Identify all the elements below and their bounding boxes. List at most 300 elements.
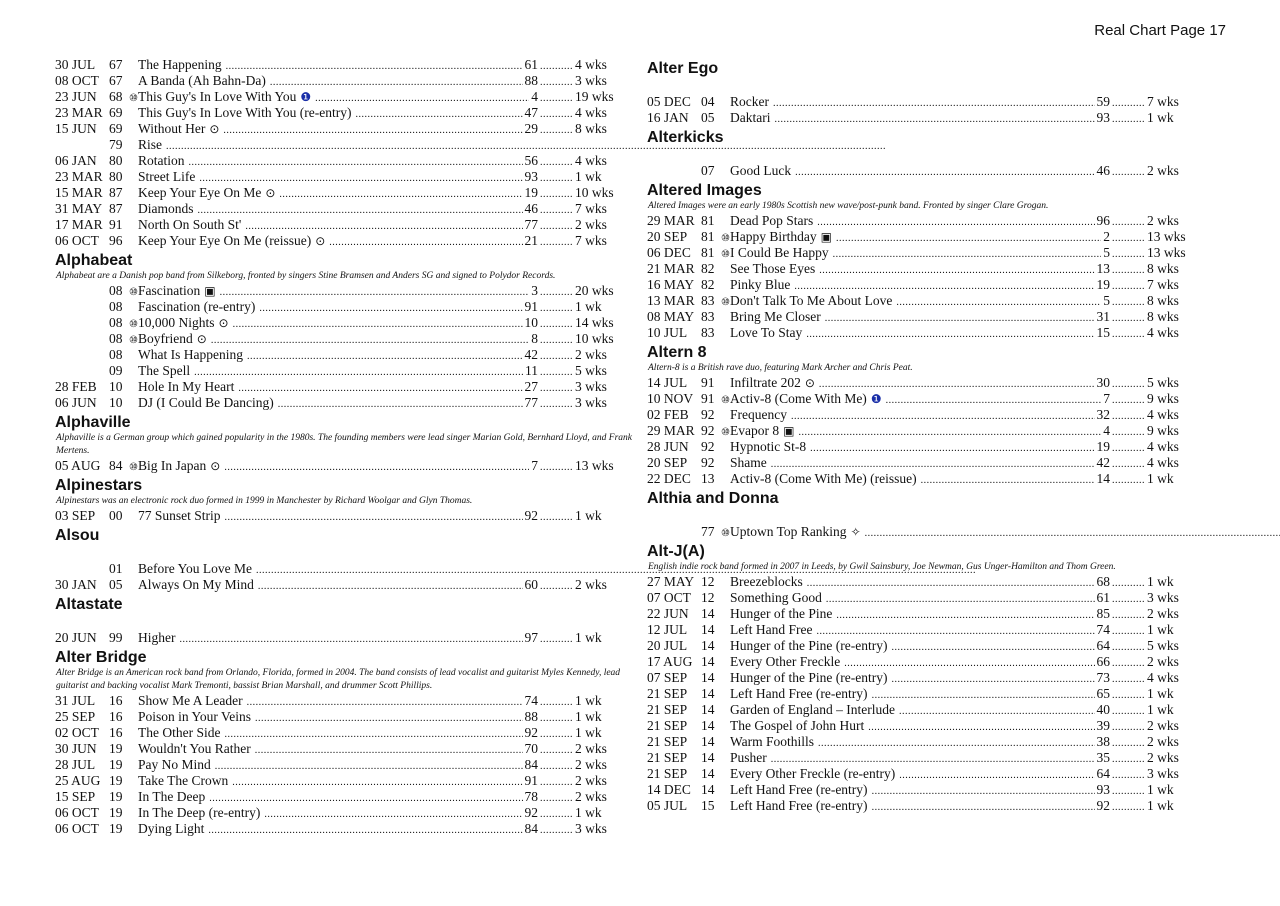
dot-leader (872, 688, 1095, 704)
dot-leader (540, 381, 573, 397)
entry-date: 31 JUL (55, 693, 96, 708)
peak-position: 68 (1096, 574, 1110, 589)
entry-date: 25 AUG (55, 773, 101, 788)
top10-mark: ⑩ (721, 233, 730, 244)
dot-leader (1112, 688, 1145, 704)
dot-leader (1112, 576, 1145, 592)
dot-leader (211, 333, 529, 349)
chart-entry-row (647, 606, 1207, 622)
entry-date: 02 FEB (647, 407, 689, 422)
dot-leader (1112, 672, 1145, 688)
peak-position: 60 (524, 577, 538, 592)
award-icon: ▣ (204, 284, 216, 298)
dot-leader (540, 775, 573, 791)
entry-year: 80 (109, 169, 123, 184)
dot-leader (540, 333, 573, 349)
award-icon: ⊙ (196, 332, 207, 346)
entry-date: 05 DEC (647, 94, 691, 109)
peak-position: 92 (524, 725, 538, 740)
dot-leader (540, 759, 573, 775)
artist-section (647, 489, 1207, 540)
artist-section (55, 476, 635, 524)
artist-description: Altered Images were an early 1980s Scottish new wave/post-punk band. Fronted by singer Clare Grogan. (648, 201, 1049, 211)
artist-section (55, 595, 635, 646)
page-title: Real Chart Page 17 (1094, 22, 1226, 39)
weeks-on-chart: 3 wks (1147, 766, 1179, 781)
artist-description: Alphaville is a German group which gained popularity in the 1980s. The founding members were lead singer Marian Gold, Bernhard Lloyd, and Frank Mertens. (56, 433, 633, 456)
dot-leader (540, 695, 573, 711)
song-title: Always On My Mind (138, 577, 254, 592)
weeks-on-chart: 1 wk (1147, 622, 1174, 637)
dot-leader (1112, 656, 1145, 672)
song-title: Every Other Freckle (730, 654, 841, 669)
entry-year: 14 (701, 702, 715, 717)
chart-entry-row (647, 574, 1207, 590)
weeks-on-chart: 10 wks (575, 185, 614, 200)
artist-section (55, 526, 635, 593)
dot-leader (540, 235, 573, 251)
chart-entry-row (55, 153, 635, 169)
chart-entry-row (647, 750, 1207, 766)
weeks-on-chart: 5 wks (1147, 375, 1179, 390)
dot-leader (872, 784, 1095, 800)
song-title: Evapor 8 (730, 423, 780, 438)
top10-mark: ⑩ (129, 335, 138, 346)
dot-leader (1112, 720, 1145, 736)
song-title: Show Me A Leader (138, 693, 243, 708)
entry-year: 83 (701, 293, 715, 308)
dot-leader (198, 203, 523, 219)
song-title: Fascination (re-entry) (138, 299, 256, 314)
chart-entry-row (647, 734, 1207, 750)
chart-entry-row (647, 110, 1207, 126)
chart-entry-row (55, 725, 635, 741)
entry-date: 14 JUL (647, 375, 688, 390)
artist-section (647, 59, 1207, 126)
weeks-on-chart: 14 wks (575, 315, 614, 330)
peak-position: 46 (1096, 163, 1110, 178)
entry-date: 23 MAR (55, 105, 103, 120)
song-title: Warm Foothills (730, 734, 815, 749)
chart-entry-row (55, 185, 635, 201)
weeks-on-chart: 5 wks (1147, 638, 1179, 653)
peak-position: 14 (1096, 471, 1110, 486)
weeks-on-chart: 1 wk (1147, 702, 1174, 717)
song-title: Higher (138, 630, 176, 645)
weeks-on-chart: 3 wks (575, 395, 607, 410)
dot-leader (818, 736, 1094, 752)
dot-leader (224, 460, 529, 476)
peak-position: 93 (1096, 110, 1110, 125)
peak-position: 19 (524, 185, 538, 200)
weeks-on-chart: 4 wks (1147, 325, 1179, 340)
chart-entry-row (647, 654, 1207, 670)
dot-leader (872, 800, 1095, 816)
award-icon: ⊙ (218, 316, 229, 330)
dot-leader (220, 285, 530, 301)
dot-leader (208, 823, 522, 839)
chart-entry-row (55, 773, 635, 789)
song-title: Garden of England – Interlude (730, 702, 895, 717)
artist-name: Alsou (55, 527, 100, 544)
entry-date: 05 AUG (55, 458, 101, 473)
dot-leader (773, 96, 1095, 112)
dot-leader (819, 263, 1094, 279)
entry-year: 13 (701, 471, 715, 486)
entry-date: 20 JUL (647, 638, 688, 653)
chart-entry-row (647, 375, 1207, 391)
entry-date: 21 SEP (647, 702, 688, 717)
weeks-on-chart: 2 wks (575, 217, 607, 232)
dot-leader (540, 510, 573, 526)
weeks-on-chart: 2 wks (575, 577, 607, 592)
chart-entry-row (647, 686, 1207, 702)
dot-leader (540, 460, 573, 476)
artist-name: Alter Ego (647, 60, 719, 77)
song-title: Activ-8 (Come With Me) (reissue) (730, 471, 917, 486)
peak-position: 64 (1096, 766, 1110, 781)
artist-description: Alphabeat are a Danish pop band from Silkeborg, fronted by singers Stine Bramsen and Anders SG and signed to Polydor Records. (56, 271, 556, 281)
chart-entry-row (55, 741, 635, 757)
entry-date: 30 JUL (55, 57, 96, 72)
chart-entry-row (55, 105, 635, 121)
peak-position: 4 (531, 89, 538, 104)
weeks-on-chart: 13 wks (1147, 229, 1186, 244)
dot-leader (1112, 704, 1145, 720)
weeks-on-chart: 2 wks (575, 347, 607, 362)
dot-leader (540, 59, 573, 75)
peak-position: 10 (524, 315, 538, 330)
weeks-on-chart: 4 wks (1147, 407, 1179, 422)
artist-section (647, 542, 1207, 814)
artist-description: English indie rock band formed in 2007 in Leeds, by Gwil Sainsbury, Joe Newman, Gus Unger-Hamilton and Thom Green. (648, 562, 1116, 572)
dot-leader (1112, 96, 1145, 112)
song-title: DJ (I Could Be Dancing) (138, 395, 274, 410)
dot-leader (278, 397, 523, 413)
peak-position: 30 (1096, 375, 1110, 390)
weeks-on-chart: 13 wks (1147, 245, 1186, 260)
entry-year: 99 (109, 630, 123, 645)
dot-leader (1112, 279, 1145, 295)
weeks-on-chart: 3 wks (575, 73, 607, 88)
dot-leader (255, 743, 523, 759)
peak-position: 93 (1096, 782, 1110, 797)
chart-entry-row (55, 577, 635, 593)
entry-date: 25 SEP (55, 709, 96, 724)
chart-entry-row (55, 395, 635, 411)
song-title: Keep Your Eye On Me (reissue) (138, 233, 312, 248)
weeks-on-chart: 1 wk (1147, 686, 1174, 701)
dot-leader (540, 823, 573, 839)
song-title: Love To Stay (730, 325, 803, 340)
peak-position: 92 (1096, 798, 1110, 813)
spacer (647, 78, 1207, 94)
weeks-on-chart: 1 wk (575, 630, 602, 645)
weeks-on-chart: 1 wk (1147, 110, 1174, 125)
peak-position: 21 (524, 233, 538, 248)
entry-date: 13 MAR (647, 293, 695, 308)
dot-leader (1112, 768, 1145, 784)
entry-date: 23 JUN (55, 89, 97, 104)
entry-date: 10 NOV (647, 391, 694, 406)
entry-date: 21 SEP (647, 766, 688, 781)
dot-leader (264, 807, 522, 823)
top10-mark: ⑩ (129, 462, 138, 473)
entry-date: 06 JUN (55, 395, 97, 410)
song-title: Infiltrate 202 (730, 375, 801, 390)
song-title: Boyfriend (138, 331, 193, 346)
entry-year: 81 (701, 213, 715, 228)
dot-leader (798, 425, 1101, 441)
chart-entry-row (647, 471, 1207, 487)
entry-year: 84 (109, 458, 123, 473)
entry-date: 28 JUL (55, 757, 96, 772)
chart-entry-row (647, 590, 1207, 606)
peak-position: 92 (524, 805, 538, 820)
weeks-on-chart: 1 wk (1147, 798, 1174, 813)
entry-year: 08 (109, 315, 123, 330)
artist-name: Alphaville (55, 414, 131, 431)
dot-leader (1112, 640, 1145, 656)
dot-leader (540, 123, 573, 139)
artist-description: Alter Bridge is an American rock band from Orlando, Florida, formed in 2004. The band consists of lead vocalist and guitarist Myles Kennedy, lead guitarist and backing vocalist Mark Tremonti, bassist Brian Marshall, and drummer Scott Phillips. (56, 668, 621, 691)
entry-year: 12 (701, 590, 715, 605)
entry-year: 09 (109, 363, 123, 378)
entry-year: 14 (701, 750, 715, 765)
weeks-on-chart: 5 wks (575, 363, 607, 378)
chart-entry-row (55, 57, 635, 73)
weeks-on-chart: 2 wks (1147, 718, 1179, 733)
peak-position: 46 (524, 201, 538, 216)
weeks-on-chart: 2 wks (575, 741, 607, 756)
song-title: What Is Happening (138, 347, 243, 362)
entry-year: 14 (701, 734, 715, 749)
artist-name: Altern 8 (647, 344, 707, 361)
song-title: The Spell (138, 363, 191, 378)
entry-date: 20 SEP (647, 455, 688, 470)
song-title: Don't Talk To Me About Love (730, 293, 893, 308)
song-title: Uptown Top Ranking (730, 524, 847, 539)
chart-entry-row (55, 347, 635, 363)
peak-position: 84 (524, 757, 538, 772)
chart-entry-row (647, 670, 1207, 686)
peak-position: 31 (1096, 309, 1110, 324)
entry-year: 68 (109, 89, 123, 104)
weeks-on-chart: 3 wks (1147, 590, 1179, 605)
peak-position: 77 (524, 217, 538, 232)
song-title: Fascination (138, 283, 201, 298)
weeks-on-chart: 7 wks (575, 201, 607, 216)
song-title: 77 Sunset Strip (138, 508, 221, 523)
award-icon: ⊙ (804, 376, 815, 390)
award-icon: ▣ (783, 424, 795, 438)
peak-position: 74 (524, 693, 538, 708)
entry-year: 04 (701, 94, 715, 109)
peak-position: 96 (1096, 213, 1110, 228)
entry-year: 05 (701, 110, 715, 125)
song-title: Hole In My Heart (138, 379, 235, 394)
song-title: Good Luck (730, 163, 792, 178)
chart-entry-row (55, 283, 635, 299)
dot-leader (1112, 736, 1145, 752)
dot-leader (1112, 112, 1145, 128)
dot-leader (189, 155, 523, 171)
song-title: 10,000 Nights (138, 315, 215, 330)
weeks-on-chart: 1 wk (575, 805, 602, 820)
dot-leader (1112, 247, 1145, 263)
chart-entry-row (647, 718, 1207, 734)
song-title: Before You Love Me (138, 561, 252, 576)
award-icon: ❶ (870, 392, 882, 406)
top10-mark: ⑩ (721, 249, 730, 260)
peak-position: 78 (524, 789, 538, 804)
chart-entry-row (55, 458, 635, 474)
entry-date: 14 DEC (647, 782, 691, 797)
entry-year: 87 (109, 201, 123, 216)
chart-entry-row (55, 315, 635, 331)
chart-entry-row (55, 137, 635, 153)
entry-year: 79 (109, 137, 123, 152)
song-title: This Guy's In Love With You (138, 89, 297, 104)
dot-leader (247, 349, 523, 365)
chart-entry-row (55, 757, 635, 773)
entry-year: 67 (109, 57, 123, 72)
entry-date: 20 SEP (647, 229, 688, 244)
dot-leader (899, 704, 1095, 720)
right-column (647, 57, 1207, 814)
chart-entry-row (55, 709, 635, 725)
entry-year: 08 (109, 331, 123, 346)
weeks-on-chart: 2 wks (1147, 734, 1179, 749)
chart-entry-row (647, 798, 1207, 814)
peak-position: 91 (524, 299, 538, 314)
song-title: I Could Be Happy (730, 245, 829, 260)
chart-entry-row (647, 455, 1207, 471)
artist-section (647, 128, 1207, 179)
peak-position: 7 (1103, 391, 1110, 406)
entry-date: 08 OCT (55, 73, 99, 88)
weeks-on-chart: 2 wks (1147, 654, 1179, 669)
entry-year: 83 (701, 309, 715, 324)
artist-section (55, 413, 635, 474)
dot-leader (1112, 295, 1145, 311)
entry-date: 15 SEP (55, 789, 96, 804)
dot-leader (1112, 473, 1145, 489)
peak-position: 19 (1096, 439, 1110, 454)
weeks-on-chart: 13 wks (575, 458, 614, 473)
weeks-on-chart: 3 wks (575, 379, 607, 394)
song-title: Pusher (730, 750, 767, 765)
song-title: Hypnotic St-8 (730, 439, 807, 454)
song-title: North On South St' (138, 217, 242, 232)
weeks-on-chart: 4 wks (1147, 670, 1179, 685)
dot-leader (795, 165, 1094, 181)
entry-year: 19 (109, 773, 123, 788)
peak-position: 59 (1096, 94, 1110, 109)
dot-leader (540, 711, 573, 727)
weeks-on-chart: 7 wks (1147, 94, 1179, 109)
entry-year: 07 (701, 163, 715, 178)
dot-leader (540, 203, 573, 219)
peak-position: 15 (1096, 325, 1110, 340)
spacer (647, 147, 1207, 163)
song-title: In The Deep (138, 789, 206, 804)
award-icon: ⊙ (209, 122, 220, 136)
weeks-on-chart: 2 wks (1147, 750, 1179, 765)
dot-leader (1112, 311, 1145, 327)
peak-position: 61 (1096, 590, 1110, 605)
artist-name: Alpinestars (55, 477, 143, 494)
song-title: The Happening (138, 57, 222, 72)
entry-date: 17 MAR (55, 217, 103, 232)
peak-position: 27 (524, 379, 538, 394)
entry-date: 10 JUL (647, 325, 688, 340)
weeks-on-chart: 10 wks (575, 331, 614, 346)
entry-year: 91 (109, 217, 123, 232)
entry-date: 16 JAN (647, 110, 689, 125)
award-icon: ▣ (820, 230, 832, 244)
peak-position: 64 (1096, 638, 1110, 653)
entry-date: 06 OCT (55, 233, 99, 248)
song-title: Diamonds (138, 201, 194, 216)
dot-leader (1112, 457, 1145, 473)
dot-leader (868, 720, 1094, 736)
dot-leader (1112, 327, 1145, 343)
dot-leader (194, 365, 523, 381)
entry-date: 27 MAY (647, 574, 695, 589)
dot-leader (836, 231, 1101, 247)
entry-date: 22 JUN (647, 606, 689, 621)
entry-date: 23 MAR (55, 169, 103, 184)
peak-position: 66 (1096, 654, 1110, 669)
dot-leader (247, 695, 523, 711)
dot-leader (223, 123, 522, 139)
weeks-on-chart: 2 wks (575, 757, 607, 772)
entry-year: 82 (701, 277, 715, 292)
peak-position: 77 (524, 395, 538, 410)
dot-leader (540, 75, 573, 91)
dot-leader (540, 791, 573, 807)
chart-entry-row (647, 782, 1207, 798)
entry-year: 87 (109, 185, 123, 200)
artist-section (55, 251, 635, 411)
song-title: Pay No Mind (138, 757, 211, 772)
dot-leader (1112, 377, 1145, 393)
peak-position: 74 (1096, 622, 1110, 637)
peak-position: 39 (1096, 718, 1110, 733)
spacer (647, 508, 1207, 524)
entry-date: 07 SEP (647, 670, 688, 685)
chart-entry-row (55, 805, 635, 821)
entry-year: 91 (701, 391, 715, 406)
entry-date: 15 JUN (55, 121, 97, 136)
dot-leader (1112, 441, 1145, 457)
entry-year: 16 (109, 693, 123, 708)
artist-description: Altern-8 is a British rave duo, featuring Mark Archer and Chris Peat. (648, 363, 913, 373)
entry-year: 14 (701, 686, 715, 701)
dot-leader (540, 317, 573, 333)
chart-entry-row (55, 508, 635, 524)
artist-section (55, 57, 635, 249)
chart-entry-row (647, 213, 1207, 229)
dot-leader (1112, 393, 1145, 409)
entry-year: 19 (109, 821, 123, 836)
dot-leader (1112, 752, 1145, 768)
dot-leader (329, 235, 522, 251)
peak-position: 91 (524, 773, 538, 788)
top10-mark: ⑩ (721, 528, 730, 539)
song-title: Rotation (138, 153, 185, 168)
